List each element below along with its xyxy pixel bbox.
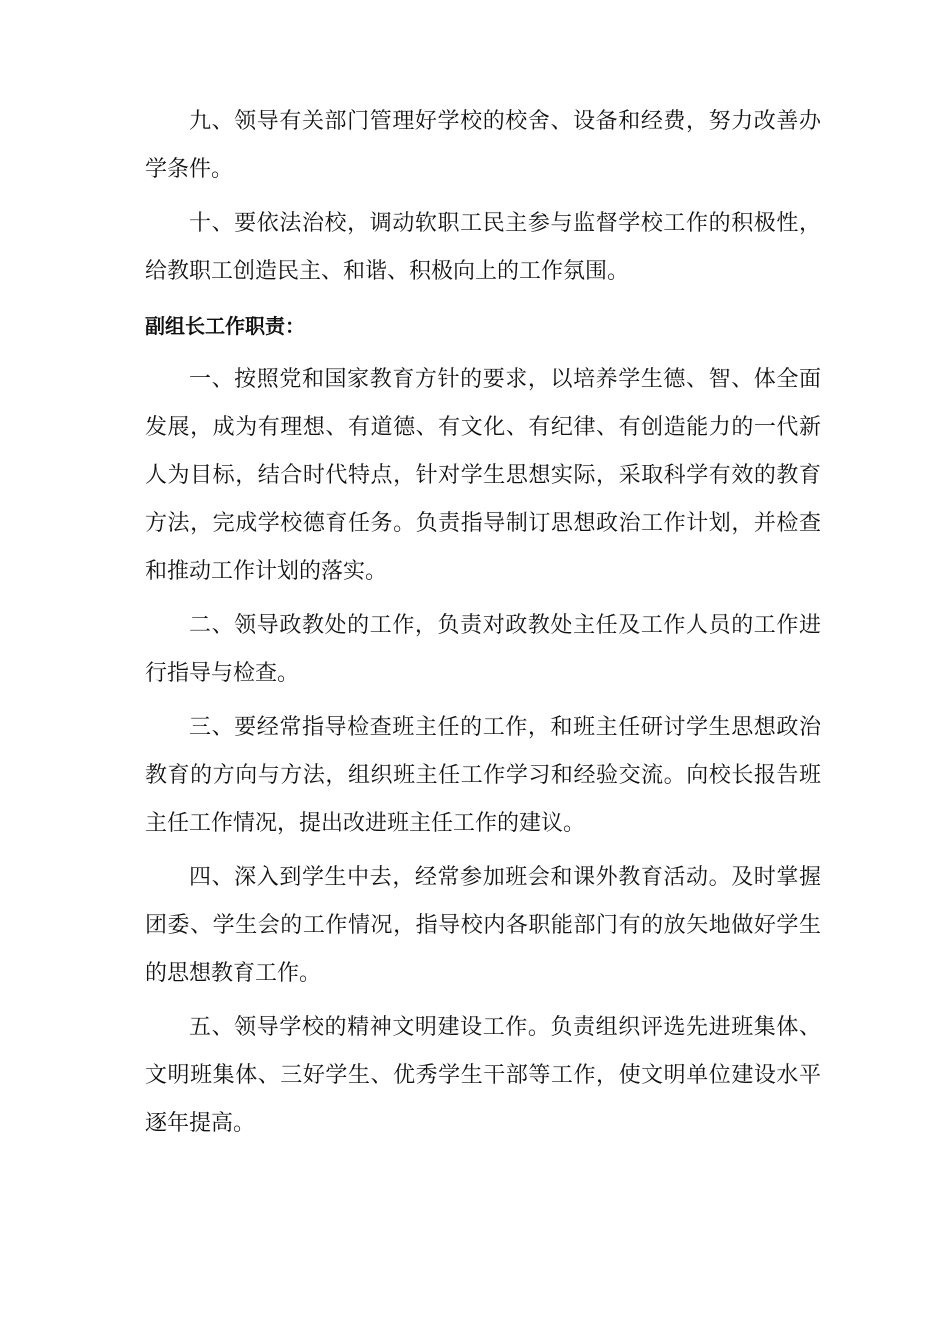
paragraph-item-10: 十、要依法治校，调动软职工民主参与监督学校工作的积极性，给教职工创造民主、和谐、积极向上的工作氛围。: [145, 211, 821, 284]
paragraph-item-3: 三、要经常指导检查班主任的工作，和班主任研讨学生思想政治教育的方向与方法，组织班主任工作学习和经验交流。向校长报告班主任工作情况，提出改进班主任工作的建议。: [145, 715, 821, 836]
paragraph-item-5: 五、领导学校的精神文明建设工作。负责组织评选先进班集体、文明班集体、三好学生、优秀学生干部等工作，使文明单位建设水平逐年提高。: [145, 1015, 821, 1136]
section-heading: 副组长工作职责：: [145, 314, 305, 338]
paragraph-item-9: 九、领导有关部门管理好学校的校舍、设备和经费，努力改善办学条件。: [145, 109, 821, 182]
paragraph-item-2: 二、领导政教处的工作，负责对政教处主任及工作人员的工作进行指导与检查。: [145, 613, 821, 686]
document-body: [145, 98, 821, 1154]
paragraph-item-1: 一、按照党和国家教育方针的要求，以培养学生德、智、体全面发展，成为有理想、有道德、有文化、有纪律、有创造能力的一代新人为目标，结合时代特点，针对学生思想实际，采取科学有效的教育方法，完成学校德育任务。负责指导制订思想政治工作计划，并检查和推动工作计划的落实。: [145, 367, 821, 584]
paragraph-item-4: 四、深入到学生中去，经常参加班会和课外教育活动。及时掌握团委、学生会的工作情况，指导校内各职能部门有的放矢地做好学生的思想教育工作。: [145, 865, 821, 986]
